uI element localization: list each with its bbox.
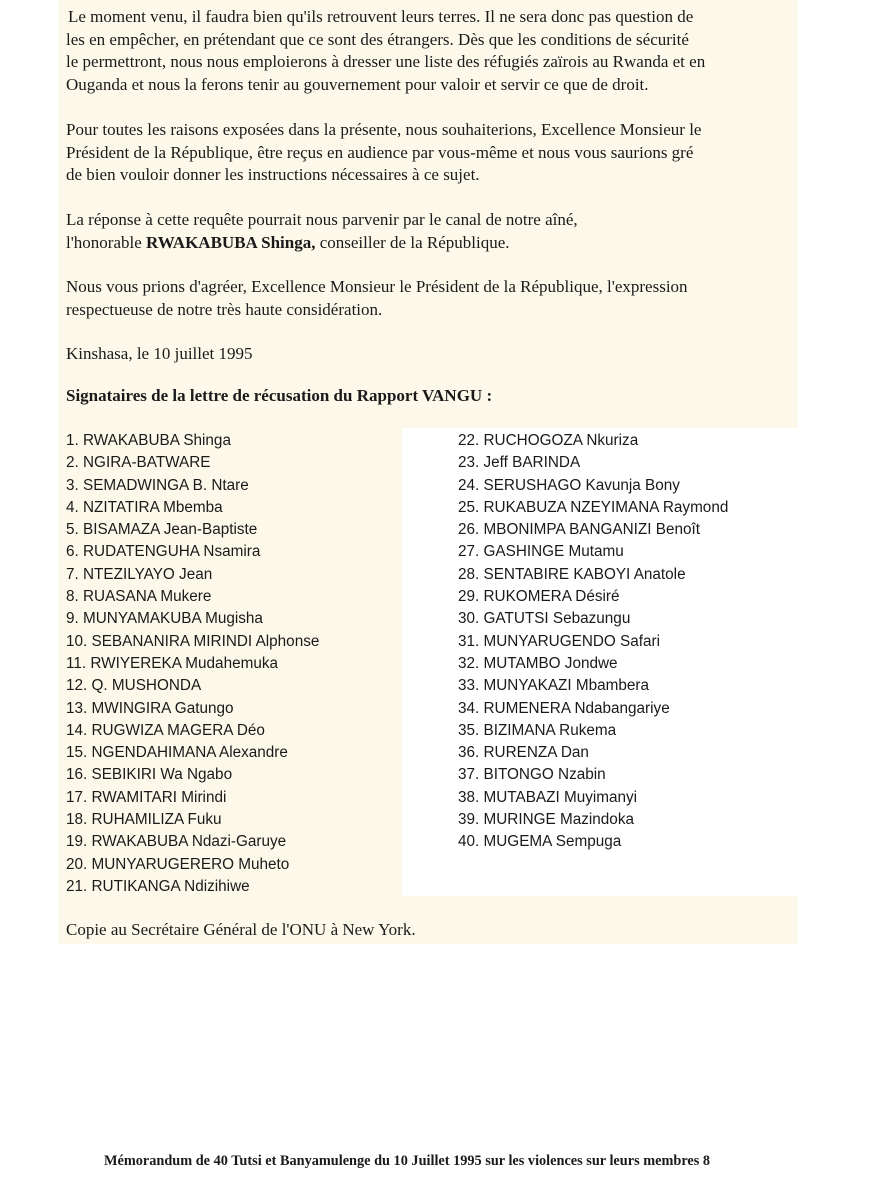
text-line: de bien vouloir donner les instructions nécessaires à ce sujet. [66, 165, 480, 184]
text-line: La réponse à cette requête pourrait nous parvenir par le canal de notre aîné, [66, 210, 578, 229]
signatory-item: 15. NGENDAHIMANA Alexandre [66, 744, 288, 762]
text-line: les en empêcher, en prétendant que ce sont des étrangers. Dès que les conditions de sécurité [66, 29, 689, 49]
signatory-item: 22. RUCHOGOZA Nkuriza [458, 432, 639, 449]
signatory-item: 8. RUASANA Mukere [66, 588, 212, 606]
signatory-item: 4. NZITATIRA Mbemba [66, 498, 223, 516]
signatory-item: 3. SEMADWINGA B. Ntare [66, 476, 249, 494]
date-line [66, 343, 796, 366]
signatory-item: 18. RUHAMILIZA Fuku [66, 811, 222, 829]
signatory-item: 27. GASHINGE Mutamu [458, 543, 624, 561]
text-line: Le moment venu, il faudra bien qu'ils retrouvent leurs terres. Il ne sera donc pas question de [68, 7, 694, 26]
signatory-item: 37. BITONGO Nzabin [458, 766, 606, 784]
text-line: Pour toutes les raisons exposées dans la présente, nous souhaiterions, Excellence Monsieur le [66, 120, 702, 139]
signatory-item: 16. SEBIKIRI Wa Ngabo [66, 766, 233, 784]
copy-note: Copie au Secrétaire Général de l'ONU à New York. [66, 920, 416, 939]
signatory-item: 6. RUDATENGUHA Nsamira [66, 543, 261, 561]
text-line: le permettront, nous nous emploierons à dresser une liste des réfugiés zaïrois au Rwanda et en [66, 52, 706, 71]
paragraph-reply-channel [66, 209, 796, 254]
signatory-item: 13. MWINGIRA Gatungo [66, 699, 234, 717]
signatories-list-left [66, 430, 366, 898]
text-line: Nous vous prions d'agréer, Excellence Monsieur le Président de la République, l'expression [66, 277, 688, 296]
signatory-item: 35. BIZIMANA Rukema [458, 721, 617, 739]
page-footer: Mémorandum de 40 Tutsi et Banyamulenge du 10 Juillet 1995 sur les violences sur leurs membres 8 [104, 1153, 711, 1169]
signatories-list-right [458, 430, 728, 854]
signatory-item: 19. RWAKABUBA Ndazi-Garuye [66, 833, 287, 851]
signatory-item: 23. Jeff BARINDA [458, 454, 581, 472]
text-line [66, 232, 796, 255]
signatory-item: 1. RWAKABUBA Shinga [66, 432, 231, 449]
signatory-item: 17. RWAMITARI Mirindi [66, 788, 227, 806]
signatory-item: 2. NGIRA-BATWARE [66, 454, 211, 472]
honorific-text: l'honorable [66, 232, 147, 252]
signatory-item: 12. Q. MUSHONDA [66, 677, 202, 695]
signatory-item: 32. MUTAMBO Jondwe [458, 654, 618, 672]
signatory-item: 21. RUTIKANGA Ndizihiwe [66, 877, 250, 895]
signatory-item: 38. MUTABAZI Muyimanyi [458, 788, 638, 806]
signatory-item: 34. RUMENERA Ndabangariye [458, 699, 670, 717]
paragraph-return-of-refugees [66, 6, 796, 96]
title-text: conseiller de la République. [315, 232, 510, 252]
signatory-item: 25. RUKABUZA NZEYIMANA Raymond [458, 498, 729, 516]
signatory-item: 26. MBONIMPA BANGANIZI Benoît [458, 521, 700, 539]
signatory-item: 14. RUGWIZA MAGERA Déo [66, 721, 265, 739]
text-line: Kinshasa, le 10 juillet 1995 [66, 344, 253, 363]
signatory-item: 5. BISAMAZA Jean-Baptiste [66, 521, 258, 539]
signatory-item: 20. MUNYARUGERERO Muheto [66, 855, 290, 873]
signatory-item: 24. SERUSHAGO Kavunja Bony [458, 476, 680, 494]
signatory-item: 33. MUNYAKAZI Mbambera [458, 677, 649, 695]
signatory-item: 30. GATUTSI Sebazungu [458, 610, 631, 628]
paragraph-closing-formula [66, 276, 796, 321]
signatory-item: 36. RURENZA Dan [458, 744, 589, 762]
signatory-item: 40. MUGEMA Sempuga [458, 833, 622, 851]
signatory-item: 7. NTEZILYAYO Jean [66, 565, 213, 583]
signatory-item: 11. RWIYEREKA Mudahemuka [66, 654, 278, 672]
signatories-heading: Signataires de la lettre de récusation du Rapport VANGU : [66, 386, 493, 405]
text-line: Président de la République, être reçus en audience par vous-même et nous vous saurions gré [66, 142, 694, 162]
signatory-item: 39. MURINGE Mazindoka [458, 811, 634, 829]
signatory-item: 9. MUNYAMAKUBA Mugisha [66, 610, 263, 628]
text-line: Ouganda et nous la ferons tenir au gouvernement pour valoir et servir ce que de droit. [66, 74, 649, 94]
signatory-item: 10. SEBANANIRA MIRINDI Alphonse [66, 632, 320, 650]
signatory-item: 29. RUKOMERA Désiré [458, 588, 620, 606]
signatory-item: 28. SENTABIRE KABOYI Anatole [458, 565, 686, 583]
text-line: respectueuse de notre très haute considération. [66, 299, 383, 319]
signatory-item: 31. MUNYARUGENDO Safari [458, 632, 661, 650]
paragraph-audience-request [66, 119, 796, 187]
bold-name: RWAKABUBA Shinga, [146, 232, 316, 252]
